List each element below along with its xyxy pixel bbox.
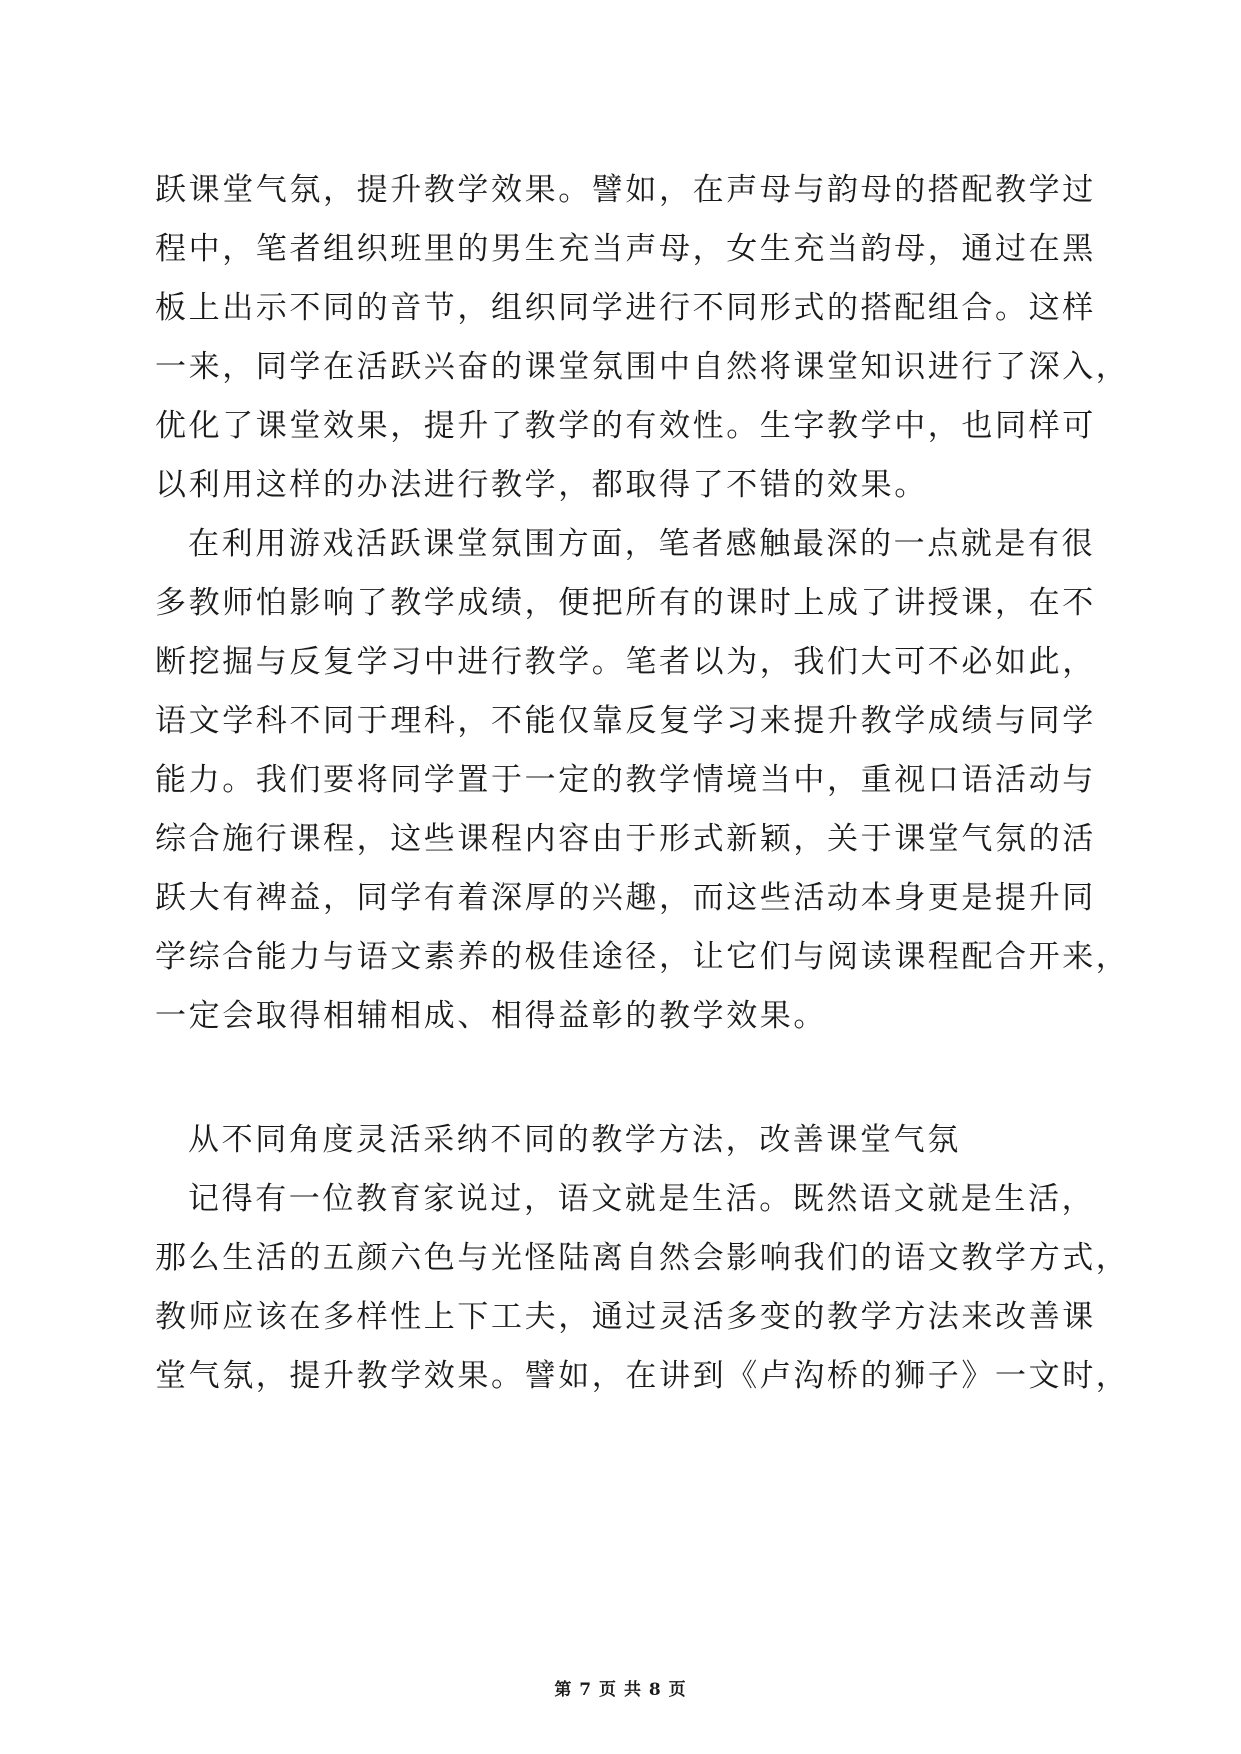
body-line: 能力。我们要将同学置于一定的教学情境当中，重视口语活动与 bbox=[155, 762, 1096, 798]
body-line: 综合施行课程，这些课程内容由于形式新颖，关于课堂气氛的活 bbox=[155, 821, 1096, 857]
body-line: 学综合能力与语文素养的极佳途径，让它们与阅读课程配合开来， bbox=[155, 939, 1130, 975]
body-line: 程中，笔者组织班里的男生充当声母，女生充当韵母，通过在黑 bbox=[155, 231, 1096, 267]
body-line: 一定会取得相辅相成、相得益彰的教学效果。 bbox=[155, 998, 827, 1034]
body-line: 跃大有裨益，同学有着深厚的兴趣，而这些活动本身更是提升同 bbox=[155, 880, 1096, 916]
body-line: 一来，同学在活跃兴奋的课堂氛围中自然将课堂知识进行了深入， bbox=[155, 349, 1130, 385]
body-line: 记得有一位教育家说过，语文就是生活。既然语文就是生活， bbox=[188, 1181, 1096, 1217]
body-line: 以利用这样的办法进行教学，都取得了不错的效果。 bbox=[155, 467, 928, 503]
body-line: 教师应该在多样性上下工夫，通过灵活多变的教学方法来改善课 bbox=[155, 1299, 1096, 1335]
body-line: 跃课堂气氛，提升教学效果。譬如，在声母与韵母的搭配教学过 bbox=[155, 172, 1096, 208]
body-line: 断挖掘与反复学习中进行教学。笔者以为，我们大可不必如此， bbox=[155, 644, 1096, 680]
body-line: 堂气氛，提升教学效果。譬如，在讲到《卢沟桥的狮子》一文时， bbox=[155, 1358, 1130, 1394]
body-line: 优化了课堂效果，提升了教学的有效性。生字教学中，也同样可 bbox=[155, 408, 1096, 444]
page-number-footer: 第 7 页 共 8 页 bbox=[554, 1680, 687, 1700]
body-line: 语文学科不同于理科，不能仅靠反复学习来提升教学成绩与同学 bbox=[155, 703, 1096, 739]
section-heading: 从不同角度灵活采纳不同的教学方法，改善课堂气氛 bbox=[188, 1122, 961, 1158]
body-line: 多教师怕影响了教学成绩，便把所有的课时上成了讲授课，在不 bbox=[155, 585, 1096, 621]
body-line: 板上出示不同的音节，组织同学进行不同形式的搭配组合。这样 bbox=[155, 290, 1096, 326]
body-line: 在利用游戏活跃课堂氛围方面，笔者感触最深的一点就是有很 bbox=[188, 526, 1096, 562]
body-line: 那么生活的五颜六色与光怪陆离自然会影响我们的语文教学方式， bbox=[155, 1240, 1130, 1276]
